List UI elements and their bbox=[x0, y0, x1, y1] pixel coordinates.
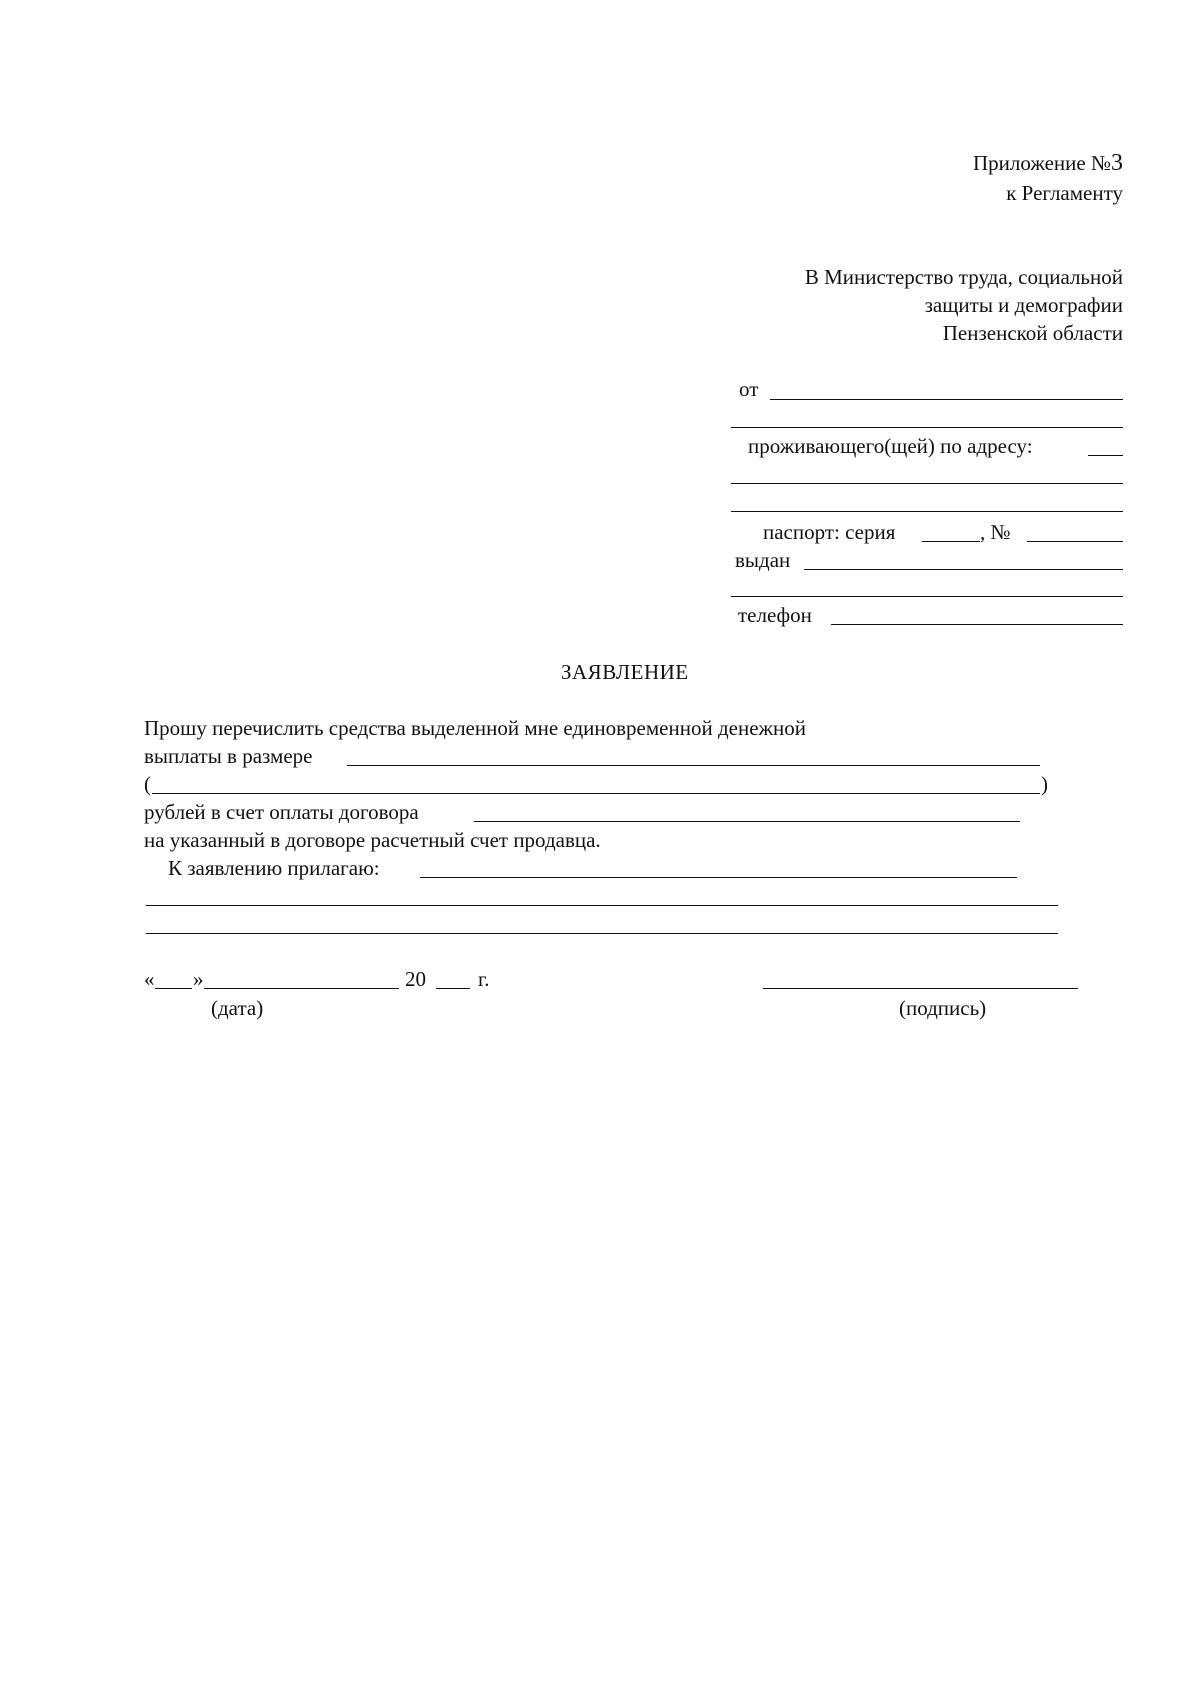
amount-words-open: ( bbox=[144, 772, 151, 796]
phone-field[interactable] bbox=[831, 624, 1123, 625]
body-amount-label: выплаты в размере bbox=[144, 744, 313, 768]
from-label: от bbox=[739, 377, 759, 401]
date-day-field[interactable] bbox=[155, 988, 192, 989]
address-field[interactable] bbox=[1088, 455, 1123, 456]
passport-number-label: , № bbox=[980, 520, 1011, 544]
body-line-5: на указанный в договоре расчетный счет продавца. bbox=[144, 828, 601, 852]
passport-series-field[interactable] bbox=[922, 541, 980, 542]
document-title: ЗАЯВЛЕНИЕ bbox=[561, 660, 689, 684]
annex-prefix: Приложение № bbox=[973, 151, 1111, 175]
date-year-suffix: г. bbox=[478, 967, 490, 991]
issued-field-line-2[interactable] bbox=[731, 596, 1123, 597]
from-field-line-2[interactable] bbox=[731, 427, 1123, 428]
amount-words-close: ) bbox=[1041, 772, 1048, 796]
signature-caption: (подпись) bbox=[899, 996, 987, 1020]
date-quote-close: » bbox=[193, 967, 204, 991]
contract-field[interactable] bbox=[474, 821, 1020, 822]
issued-label: выдан bbox=[735, 548, 791, 572]
annex-line-2: к Регламенту bbox=[1006, 181, 1123, 205]
signature-field[interactable] bbox=[763, 988, 1078, 989]
passport-series-label: паспорт: серия bbox=[763, 520, 896, 544]
addressee-line-2: защиты и демографии bbox=[924, 293, 1123, 317]
attachments-field[interactable] bbox=[420, 877, 1017, 878]
addressee-line-1: В Министерство труда, социальной bbox=[804, 265, 1123, 289]
date-month-field[interactable] bbox=[204, 988, 399, 989]
address-label: проживающего(щей) по адресу: bbox=[748, 434, 1033, 458]
amount-words-field[interactable] bbox=[152, 793, 1040, 794]
body-line-1: Прошу перечислить средства выделенной мне единовременной денежной bbox=[144, 716, 807, 740]
attachments-field-line-2[interactable] bbox=[146, 905, 1058, 906]
addressee-line-3: Пензенской области bbox=[942, 321, 1123, 345]
issued-field[interactable] bbox=[804, 569, 1123, 570]
body-contract-label: рублей в счет оплаты договора bbox=[144, 800, 419, 824]
address-field-line-3[interactable] bbox=[731, 511, 1123, 512]
phone-label: телефон bbox=[738, 603, 812, 627]
date-quote-open: « bbox=[144, 967, 155, 991]
date-year-prefix: 20 bbox=[405, 967, 426, 991]
attachments-field-line-3[interactable] bbox=[146, 933, 1058, 934]
address-field-line-2[interactable] bbox=[731, 483, 1123, 484]
annex-number: 3 bbox=[1111, 150, 1123, 176]
attachments-label: К заявлению прилагаю: bbox=[168, 856, 380, 880]
date-year-field[interactable] bbox=[436, 988, 470, 989]
amount-field[interactable] bbox=[347, 765, 1040, 766]
from-field[interactable] bbox=[770, 399, 1123, 400]
annex-line-1 bbox=[973, 150, 1123, 176]
date-caption: (дата) bbox=[211, 996, 264, 1020]
passport-number-field[interactable] bbox=[1027, 541, 1123, 542]
